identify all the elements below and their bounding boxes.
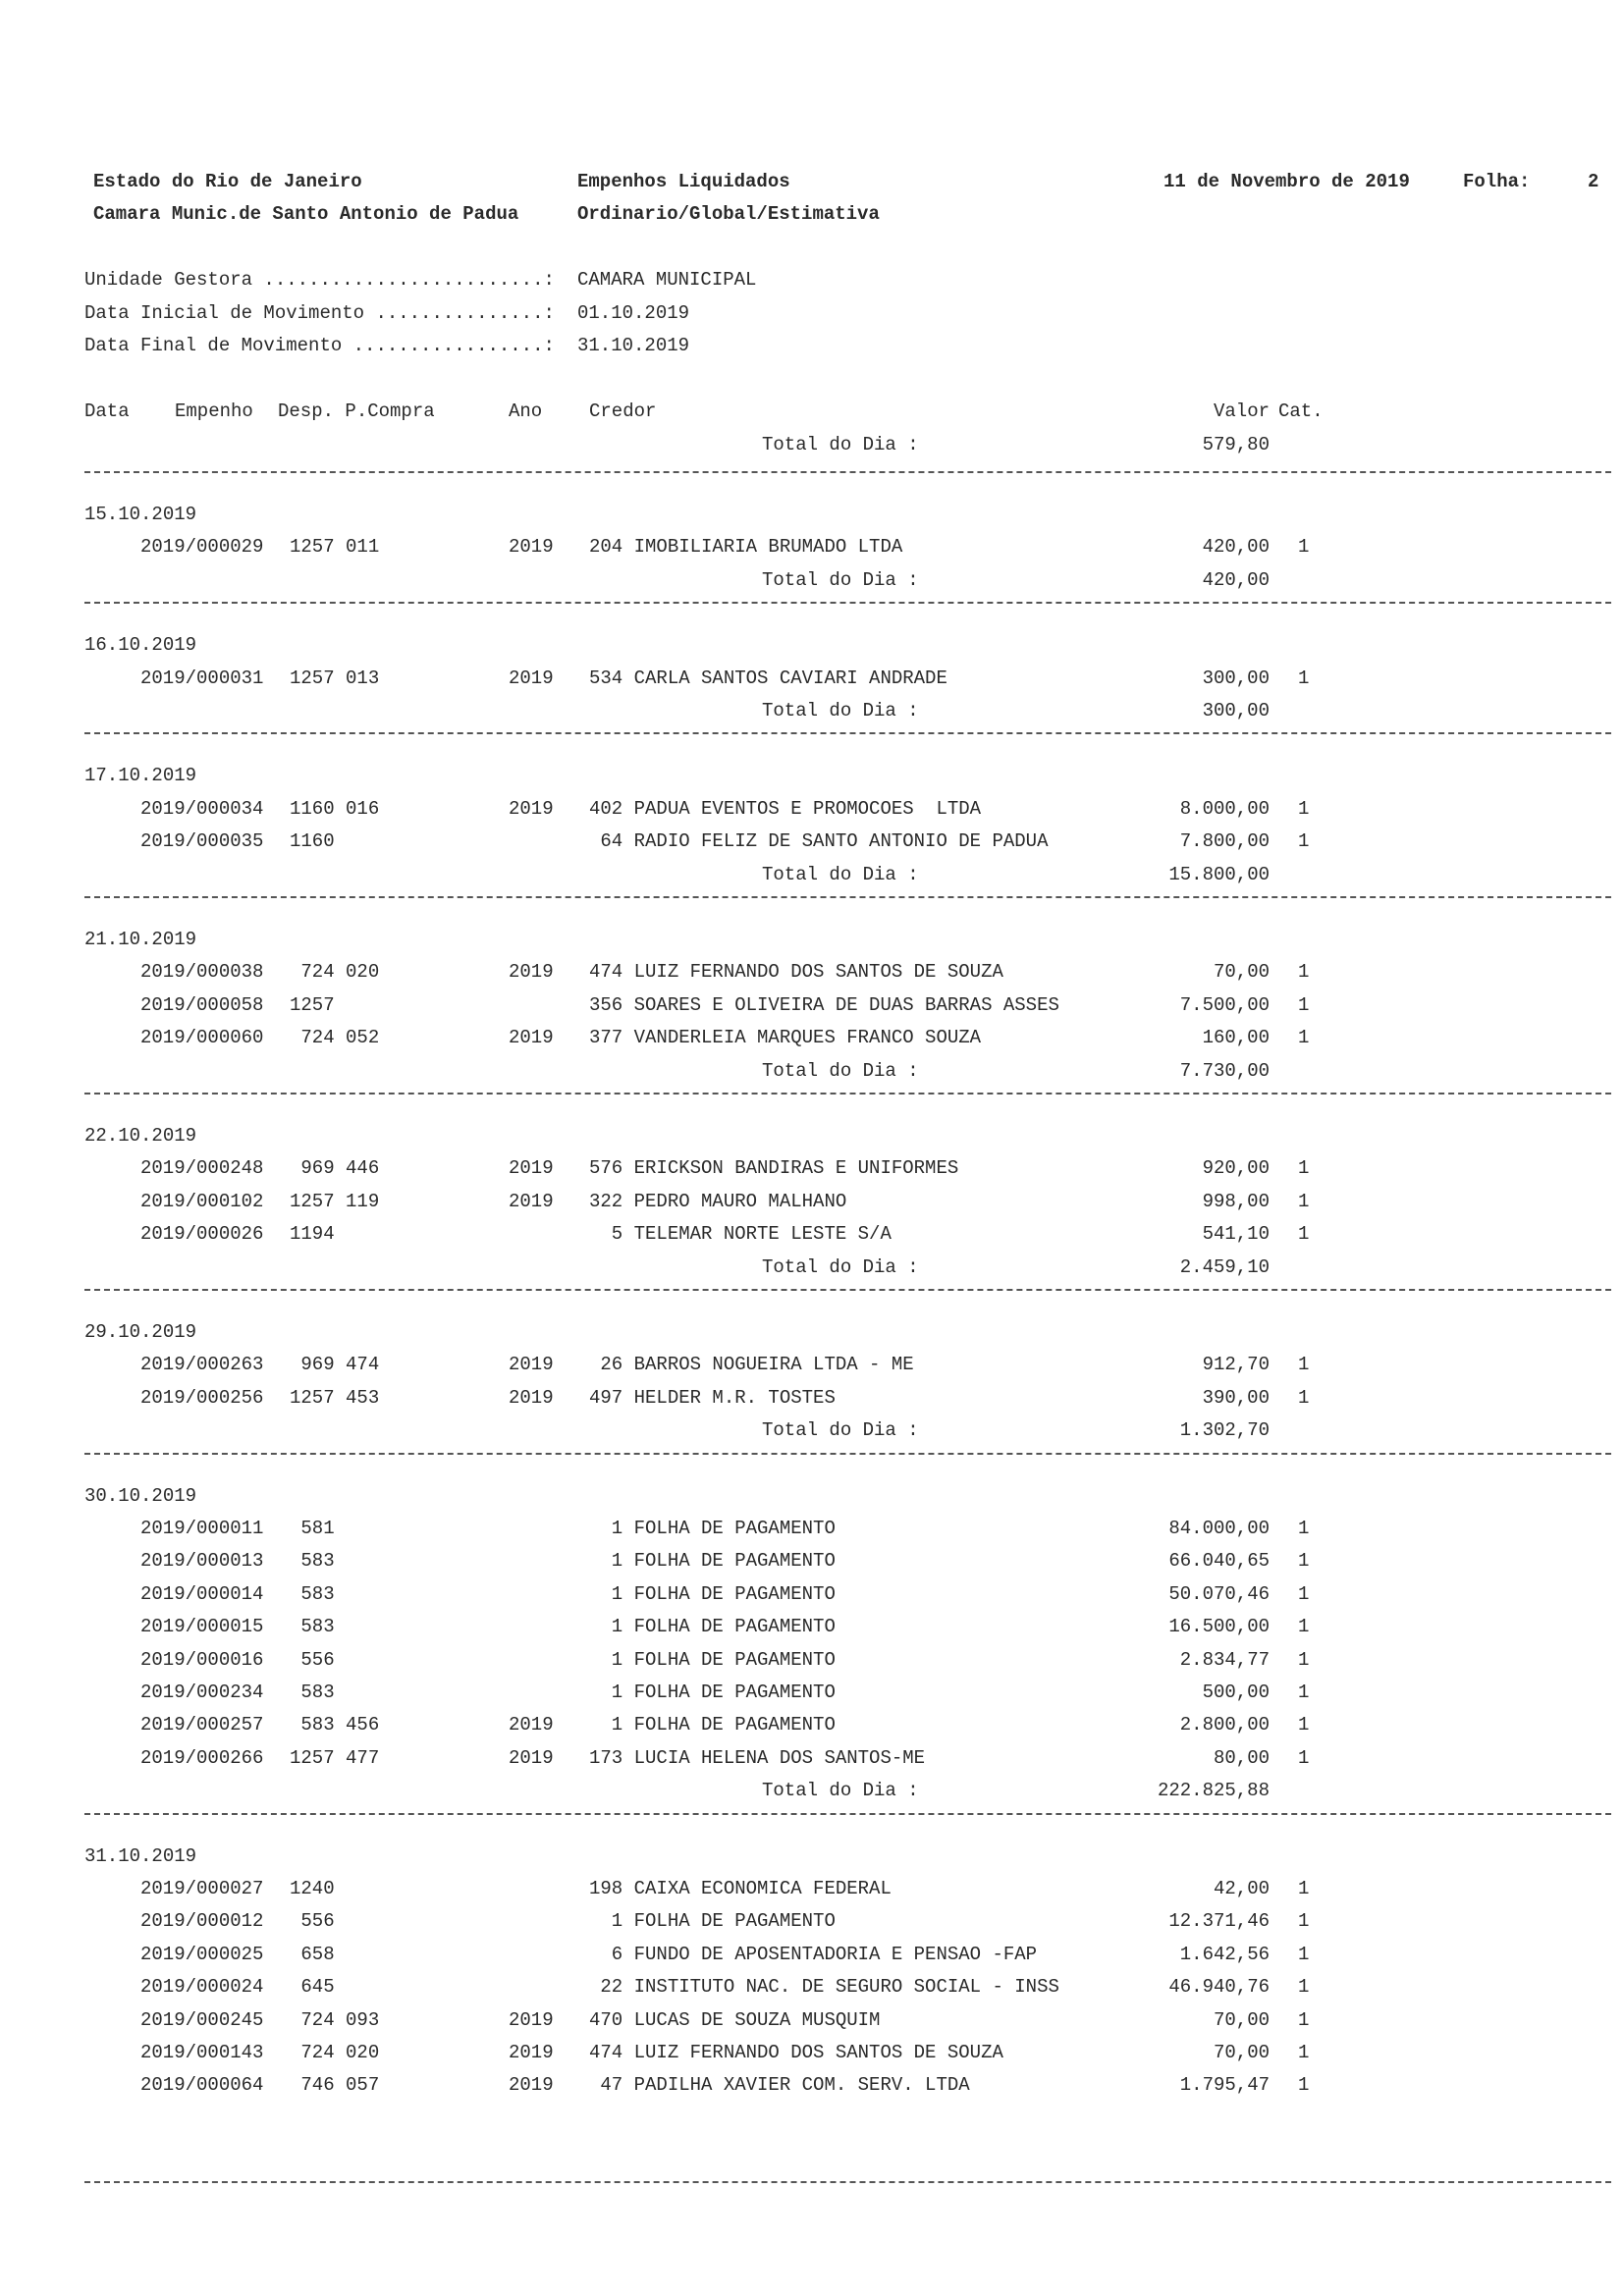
row-cat: 1 <box>1298 667 1310 689</box>
report-title: Empenhos Liquidados <box>577 171 790 192</box>
row-empenho: 2019/000025 <box>140 1944 264 1965</box>
row-valor: 160,00 <box>1202 1027 1270 1048</box>
row-credor: 1 FOLHA DE PAGAMENTO <box>589 1583 836 1605</box>
row-valor: 12.371,46 <box>1168 1910 1270 1932</box>
row-empenho: 2019/000038 <box>140 961 264 983</box>
row-empenho: 2019/000031 <box>140 667 264 689</box>
row-ano: 2019 <box>509 1387 554 1409</box>
row-desp: 1160 <box>290 830 335 852</box>
row-credor: 1 FOLHA DE PAGAMENTO <box>589 1714 836 1735</box>
separator-line <box>84 2181 1611 2183</box>
row-credor: 1 FOLHA DE PAGAMENTO <box>589 1910 836 1932</box>
row-credor: 6 FUNDO DE APOSENTADORIA E PENSAO -FAP <box>589 1944 1038 1965</box>
row-desp: 583 <box>290 1583 335 1605</box>
row-desp: 1257 013 <box>290 667 380 689</box>
row-credor: 204 IMOBILIARIA BRUMADO LTDA <box>589 536 903 558</box>
row-credor: 1 FOLHA DE PAGAMENTO <box>589 1649 836 1671</box>
row-empenho: 2019/000263 <box>140 1354 264 1375</box>
day-date: 21.10.2019 <box>84 929 197 950</box>
row-desp: 556 <box>290 1910 335 1932</box>
row-credor: 377 VANDERLEIA MARQUES FRANCO SOUZA <box>589 1027 982 1048</box>
row-ano: 2019 <box>509 1027 554 1048</box>
row-ano: 2019 <box>509 798 554 820</box>
day-date: 22.10.2019 <box>84 1125 197 1147</box>
row-cat: 1 <box>1298 1747 1310 1769</box>
row-credor: 356 SOARES E OLIVEIRA DE DUAS BARRAS ASSES <box>589 994 1059 1016</box>
separator-line <box>84 896 1611 898</box>
carry-total-label: Total do Dia : <box>762 434 919 455</box>
row-credor: 1 FOLHA DE PAGAMENTO <box>589 1682 836 1703</box>
row-empenho: 2019/000058 <box>140 994 264 1016</box>
row-ano: 2019 <box>509 1157 554 1179</box>
row-valor: 1.795,47 <box>1179 2074 1270 2096</box>
row-desp: 583 456 <box>290 1714 380 1735</box>
row-cat: 1 <box>1298 830 1310 852</box>
row-empenho: 2019/000012 <box>140 1910 264 1932</box>
row-valor: 42,00 <box>1213 1878 1270 1899</box>
row-cat: 1 <box>1298 1387 1310 1409</box>
row-valor: 8.000,00 <box>1179 798 1270 820</box>
row-credor: 470 LUCAS DE SOUZA MUSQUIM <box>589 2009 881 2031</box>
sheet-label: Folha: <box>1463 171 1531 192</box>
row-desp: 724 052 <box>290 1027 380 1048</box>
row-credor: 474 LUIZ FERNANDO DOS SANTOS DE SOUZA <box>589 2042 1003 2063</box>
row-valor: 84.000,00 <box>1168 1518 1270 1539</box>
row-desp: 583 <box>290 1682 335 1703</box>
row-desp: 1257 477 <box>290 1747 380 1769</box>
row-credor: 322 PEDRO MAURO MALHANO <box>589 1191 847 1212</box>
row-cat: 1 <box>1298 1223 1310 1245</box>
row-empenho: 2019/000064 <box>140 2074 264 2096</box>
start-date-value: 01.10.2019 <box>577 302 690 324</box>
row-credor: 1 FOLHA DE PAGAMENTO <box>589 1518 836 1539</box>
day-total-label: Total do Dia : <box>762 1060 919 1082</box>
day-date: 29.10.2019 <box>84 1321 197 1343</box>
row-empenho: 2019/000026 <box>140 1223 264 1245</box>
row-valor: 390,00 <box>1202 1387 1270 1409</box>
row-empenho: 2019/000248 <box>140 1157 264 1179</box>
header-entity: Camara Munic.de Santo Antonio de Padua <box>93 203 519 225</box>
row-cat: 1 <box>1298 994 1310 1016</box>
row-credor: 64 RADIO FELIZ DE SANTO ANTONIO DE PADUA <box>589 830 1049 852</box>
row-credor: 47 PADILHA XAVIER COM. SERV. LTDA <box>589 2074 970 2096</box>
row-empenho: 2019/000256 <box>140 1387 264 1409</box>
separator-line <box>84 1453 1611 1455</box>
row-desp: 1257 119 <box>290 1191 380 1212</box>
row-valor: 70,00 <box>1213 961 1270 983</box>
row-desp: 969 474 <box>290 1354 380 1375</box>
row-cat: 1 <box>1298 1027 1310 1048</box>
unit-value: CAMARA MUNICIPAL <box>577 269 757 291</box>
row-cat: 1 <box>1298 1714 1310 1735</box>
row-empenho: 2019/000011 <box>140 1518 264 1539</box>
separator-line <box>84 732 1611 734</box>
separator-line <box>84 1289 1611 1291</box>
row-valor: 541,10 <box>1202 1223 1270 1245</box>
row-cat: 1 <box>1298 798 1310 820</box>
row-empenho: 2019/000257 <box>140 1714 264 1735</box>
day-date: 31.10.2019 <box>84 1845 197 1867</box>
row-cat: 1 <box>1298 1616 1310 1637</box>
row-cat: 1 <box>1298 1354 1310 1375</box>
row-desp: 583 <box>290 1550 335 1572</box>
row-empenho: 2019/000234 <box>140 1682 264 1703</box>
day-total-value: 300,00 <box>1202 700 1270 721</box>
col-data: Data <box>84 400 130 422</box>
row-credor: 576 ERICKSON BANDIRAS E UNIFORMES <box>589 1157 959 1179</box>
day-date: 17.10.2019 <box>84 765 197 786</box>
row-ano: 2019 <box>509 961 554 983</box>
col-credor: Credor <box>589 400 657 422</box>
row-empenho: 2019/000027 <box>140 1878 264 1899</box>
row-credor: 474 LUIZ FERNANDO DOS SANTOS DE SOUZA <box>589 961 1003 983</box>
row-ano: 2019 <box>509 2009 554 2031</box>
row-desp: 969 446 <box>290 1157 380 1179</box>
row-desp: 556 <box>290 1649 335 1671</box>
row-desp: 746 057 <box>290 2074 380 2096</box>
row-desp: 724 020 <box>290 2042 380 2063</box>
row-cat: 1 <box>1298 2042 1310 2063</box>
row-empenho: 2019/000266 <box>140 1747 264 1769</box>
day-total-value: 222.825,88 <box>1157 1780 1270 1801</box>
row-cat: 1 <box>1298 536 1310 558</box>
row-valor: 420,00 <box>1202 536 1270 558</box>
row-valor: 50.070,46 <box>1168 1583 1270 1605</box>
row-empenho: 2019/000245 <box>140 2009 264 2031</box>
col-desp-compra: Desp. P.Compra <box>278 400 435 422</box>
row-valor: 500,00 <box>1202 1682 1270 1703</box>
report-subtitle: Ordinario/Global/Estimativa <box>577 203 880 225</box>
day-total-label: Total do Dia : <box>762 1419 919 1441</box>
row-desp: 1240 <box>290 1878 335 1899</box>
row-empenho: 2019/000034 <box>140 798 264 820</box>
row-ano: 2019 <box>509 536 554 558</box>
row-desp: 1257 <box>290 994 335 1016</box>
day-total-label: Total do Dia : <box>762 864 919 885</box>
row-valor: 80,00 <box>1213 1747 1270 1769</box>
row-valor: 7.500,00 <box>1179 994 1270 1016</box>
col-ano: Ano <box>509 400 543 422</box>
row-ano: 2019 <box>509 2042 554 2063</box>
row-credor: 534 CARLA SANTOS CAVIARI ANDRADE <box>589 667 947 689</box>
carry-total-value: 579,80 <box>1202 434 1270 455</box>
day-date: 16.10.2019 <box>84 634 197 656</box>
row-credor: 198 CAIXA ECONOMICA FEDERAL <box>589 1878 892 1899</box>
row-cat: 1 <box>1298 1944 1310 1965</box>
row-empenho: 2019/000013 <box>140 1550 264 1572</box>
row-valor: 912,70 <box>1202 1354 1270 1375</box>
row-desp: 645 <box>290 1976 335 1998</box>
row-credor: 402 PADUA EVENTOS E PROMOCOES LTDA <box>589 798 982 820</box>
row-empenho: 2019/000060 <box>140 1027 264 1048</box>
row-valor: 70,00 <box>1213 2042 1270 2063</box>
row-valor: 70,00 <box>1213 2009 1270 2031</box>
col-cat: Cat. <box>1278 400 1324 422</box>
row-valor: 300,00 <box>1202 667 1270 689</box>
separator-line <box>84 602 1611 604</box>
row-cat: 1 <box>1298 1583 1310 1605</box>
row-empenho: 2019/000143 <box>140 2042 264 2063</box>
row-credor: 22 INSTITUTO NAC. DE SEGURO SOCIAL - INSS <box>589 1976 1059 1998</box>
report-date: 11 de Novembro de 2019 <box>1163 171 1410 192</box>
row-ano: 2019 <box>509 1191 554 1212</box>
end-date-value: 31.10.2019 <box>577 335 690 356</box>
row-desp: 724 020 <box>290 961 380 983</box>
row-ano: 2019 <box>509 667 554 689</box>
row-desp: 581 <box>290 1518 335 1539</box>
row-cat: 1 <box>1298 1976 1310 1998</box>
day-total-label: Total do Dia : <box>762 569 919 591</box>
row-empenho: 2019/000016 <box>140 1649 264 1671</box>
separator-line <box>84 1093 1611 1095</box>
row-desp: 1257 011 <box>290 536 380 558</box>
row-cat: 1 <box>1298 1518 1310 1539</box>
row-valor: 46.940,76 <box>1168 1976 1270 1998</box>
row-valor: 2.834,77 <box>1179 1649 1270 1671</box>
row-cat: 1 <box>1298 2074 1310 2096</box>
row-cat: 1 <box>1298 1910 1310 1932</box>
row-empenho: 2019/000035 <box>140 830 264 852</box>
day-total-label: Total do Dia : <box>762 700 919 721</box>
row-desp: 658 <box>290 1944 335 1965</box>
day-total-label: Total do Dia : <box>762 1256 919 1278</box>
row-empenho: 2019/000102 <box>140 1191 264 1212</box>
row-valor: 1.642,56 <box>1179 1944 1270 1965</box>
row-cat: 1 <box>1298 1550 1310 1572</box>
col-valor: Valor <box>1213 400 1270 422</box>
row-ano: 2019 <box>509 2074 554 2096</box>
row-desp: 724 093 <box>290 2009 380 2031</box>
row-desp: 1257 453 <box>290 1387 380 1409</box>
separator-line <box>84 1813 1611 1815</box>
row-cat: 1 <box>1298 961 1310 983</box>
row-credor: 173 LUCIA HELENA DOS SANTOS-ME <box>589 1747 926 1769</box>
row-valor: 16.500,00 <box>1168 1616 1270 1637</box>
row-ano: 2019 <box>509 1747 554 1769</box>
day-total-label: Total do Dia : <box>762 1780 919 1801</box>
row-credor: 1 FOLHA DE PAGAMENTO <box>589 1616 836 1637</box>
separator-line <box>84 471 1611 473</box>
row-empenho: 2019/000024 <box>140 1976 264 1998</box>
row-cat: 1 <box>1298 1191 1310 1212</box>
row-cat: 1 <box>1298 2009 1310 2031</box>
row-empenho: 2019/000029 <box>140 536 264 558</box>
row-valor: 66.040,65 <box>1168 1550 1270 1572</box>
row-valor: 920,00 <box>1202 1157 1270 1179</box>
row-valor: 998,00 <box>1202 1191 1270 1212</box>
row-credor: 5 TELEMAR NORTE LESTE S/A <box>589 1223 892 1245</box>
unit-label: Unidade Gestora .........................: <box>84 269 555 291</box>
row-cat: 1 <box>1298 1649 1310 1671</box>
row-credor: 497 HELDER M.R. TOSTES <box>589 1387 836 1409</box>
row-empenho: 2019/000015 <box>140 1616 264 1637</box>
row-ano: 2019 <box>509 1354 554 1375</box>
row-credor: 26 BARROS NOGUEIRA LTDA - ME <box>589 1354 914 1375</box>
row-credor: 1 FOLHA DE PAGAMENTO <box>589 1550 836 1572</box>
end-date-label: Data Final de Movimento .................: <box>84 335 555 356</box>
day-total-value: 7.730,00 <box>1179 1060 1270 1082</box>
row-ano: 2019 <box>509 1714 554 1735</box>
row-cat: 1 <box>1298 1157 1310 1179</box>
day-total-value: 2.459,10 <box>1179 1256 1270 1278</box>
row-valor: 2.800,00 <box>1179 1714 1270 1735</box>
sheet-number: 2 <box>1588 171 1599 192</box>
row-desp: 1194 <box>290 1223 335 1245</box>
row-cat: 1 <box>1298 1878 1310 1899</box>
row-desp: 1160 016 <box>290 798 380 820</box>
day-total-value: 420,00 <box>1202 569 1270 591</box>
day-total-value: 15.800,00 <box>1168 864 1270 885</box>
row-desp: 583 <box>290 1616 335 1637</box>
row-empenho: 2019/000014 <box>140 1583 264 1605</box>
header-state: Estado do Rio de Janeiro <box>93 171 362 192</box>
day-total-value: 1.302,70 <box>1179 1419 1270 1441</box>
row-valor: 7.800,00 <box>1179 830 1270 852</box>
day-date: 30.10.2019 <box>84 1485 197 1507</box>
start-date-label: Data Inicial de Movimento ...............: <box>84 302 555 324</box>
row-cat: 1 <box>1298 1682 1310 1703</box>
col-empenho: Empenho <box>175 400 253 422</box>
day-date: 15.10.2019 <box>84 504 197 525</box>
